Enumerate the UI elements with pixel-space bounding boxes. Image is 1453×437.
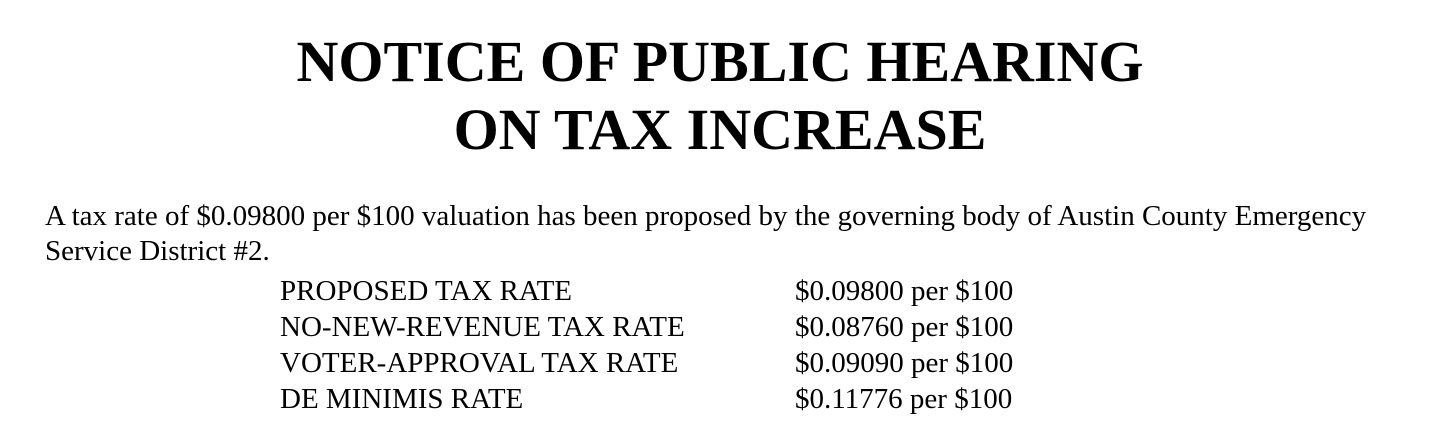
rate-label: DE MINIMIS RATE xyxy=(280,383,524,415)
rate-label: PROPOSED TAX RATE xyxy=(280,275,573,307)
rate-value: $0.08760 per $100 xyxy=(795,311,1014,343)
rate-value: $0.11776 per $100 xyxy=(795,383,1013,415)
rate-row-voter-approval xyxy=(280,345,1013,381)
rate-row-de-minimis xyxy=(280,381,1013,417)
rate-row-proposed xyxy=(280,273,1013,309)
rate-value: $0.09800 per $100 xyxy=(795,275,1014,307)
rate-value: $0.09090 per $100 xyxy=(795,347,1014,379)
rate-row-no-new-revenue xyxy=(280,309,1013,345)
notice-title-line-1: NOTICE OF PUBLIC HEARING xyxy=(296,29,1144,94)
intro-paragraph: A tax rate of $0.09800 per $100 valuation has been proposed by the governing body of Austin County Emergency Service District #2. xyxy=(45,200,1367,267)
tax-rate-table xyxy=(280,273,1013,417)
notice-title-line-2: ON TAX INCREASE xyxy=(453,97,987,162)
rate-label: NO-NEW-REVENUE TAX RATE xyxy=(280,311,685,343)
rate-label: VOTER-APPROVAL TAX RATE xyxy=(280,347,679,379)
notice-title xyxy=(0,28,1440,164)
